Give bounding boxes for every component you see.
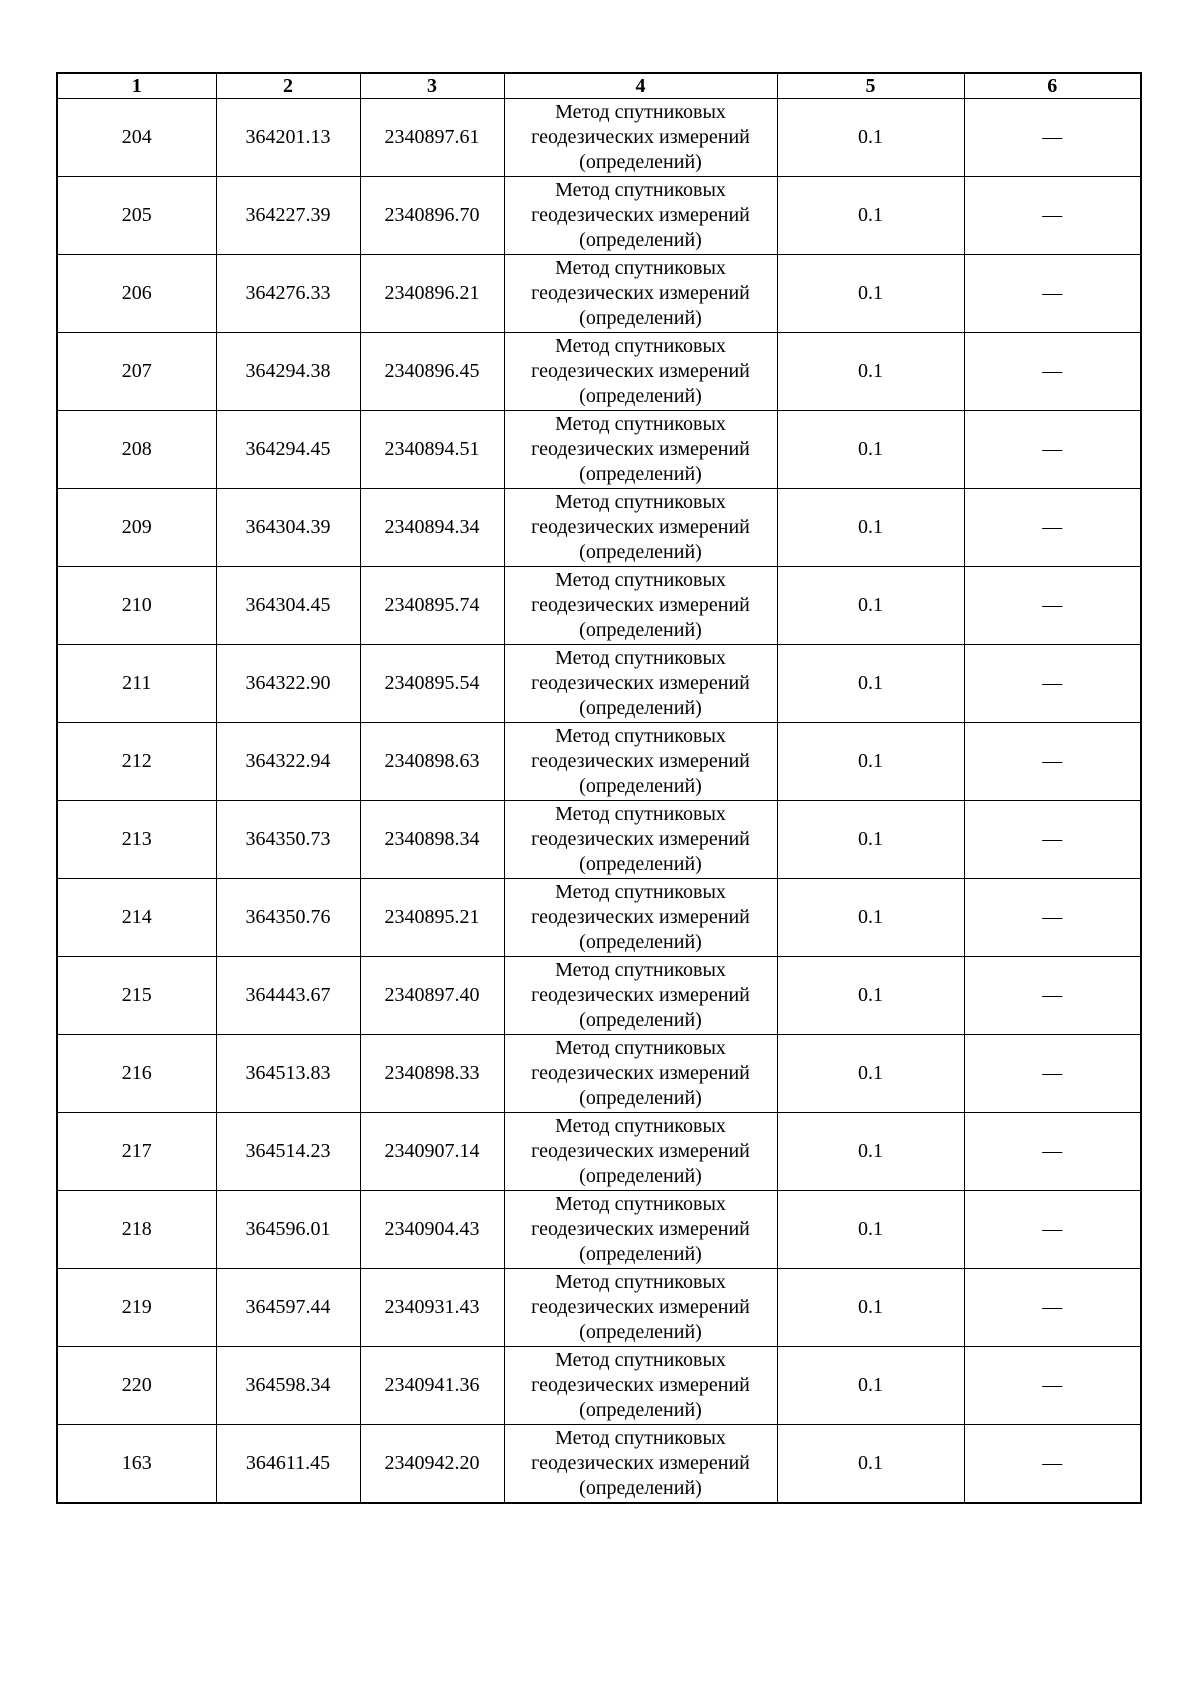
y-coordinate-cell: 2340894.51 (360, 411, 504, 489)
method-cell: Метод спутниковых геодезических измерений (определений) (504, 99, 777, 177)
description-cell: — (964, 177, 1141, 255)
description-cell: — (964, 99, 1141, 177)
accuracy-cell: 0.1 (777, 1035, 964, 1113)
method-cell: Метод спутниковых геодезических измерений (определений) (504, 1347, 777, 1425)
table-header (57, 73, 1141, 99)
x-coordinate-cell: 364597.44 (216, 1269, 360, 1347)
table-body (57, 99, 1141, 1504)
method-cell: Метод спутниковых геодезических измерений (определений) (504, 411, 777, 489)
y-coordinate-cell: 2340896.21 (360, 255, 504, 333)
point-number-cell: 212 (57, 723, 216, 801)
point-number-cell: 210 (57, 567, 216, 645)
y-coordinate-cell: 2340931.43 (360, 1269, 504, 1347)
point-number-cell: 163 (57, 1425, 216, 1504)
y-coordinate-cell: 2340896.45 (360, 333, 504, 411)
y-coordinate-cell: 2340895.21 (360, 879, 504, 957)
header-row (57, 73, 1141, 99)
table-row (57, 723, 1141, 801)
x-coordinate-cell: 364350.73 (216, 801, 360, 879)
description-cell: — (964, 879, 1141, 957)
method-cell: Метод спутниковых геодезических измерений (определений) (504, 177, 777, 255)
accuracy-cell: 0.1 (777, 723, 964, 801)
method-cell: Метод спутниковых геодезических измерений (определений) (504, 1425, 777, 1504)
method-cell: Метод спутниковых геодезических измерений (определений) (504, 255, 777, 333)
x-coordinate-cell: 364322.94 (216, 723, 360, 801)
accuracy-cell: 0.1 (777, 177, 964, 255)
x-coordinate-cell: 364304.45 (216, 567, 360, 645)
point-number-cell: 211 (57, 645, 216, 723)
coordinates-table (56, 72, 1142, 1504)
point-number-cell: 215 (57, 957, 216, 1035)
y-coordinate-cell: 2340896.70 (360, 177, 504, 255)
x-coordinate-cell: 364596.01 (216, 1191, 360, 1269)
x-coordinate-cell: 364322.90 (216, 645, 360, 723)
x-coordinate-cell: 364443.67 (216, 957, 360, 1035)
x-coordinate-cell: 364294.38 (216, 333, 360, 411)
description-cell: — (964, 489, 1141, 567)
accuracy-cell: 0.1 (777, 99, 964, 177)
accuracy-cell: 0.1 (777, 645, 964, 723)
y-coordinate-cell: 2340897.61 (360, 99, 504, 177)
description-cell: — (964, 1347, 1141, 1425)
table-row (57, 411, 1141, 489)
method-cell: Метод спутниковых геодезических измерений (определений) (504, 801, 777, 879)
table-row (57, 957, 1141, 1035)
method-cell: Метод спутниковых геодезических измерений (определений) (504, 1035, 777, 1113)
y-coordinate-cell: 2340941.36 (360, 1347, 504, 1425)
description-cell: — (964, 255, 1141, 333)
description-cell: — (964, 957, 1141, 1035)
accuracy-cell: 0.1 (777, 567, 964, 645)
point-number-cell: 206 (57, 255, 216, 333)
accuracy-cell: 0.1 (777, 1191, 964, 1269)
point-number-cell: 207 (57, 333, 216, 411)
point-number-cell: 205 (57, 177, 216, 255)
accuracy-cell: 0.1 (777, 489, 964, 567)
method-cell: Метод спутниковых геодезических измерений (определений) (504, 1269, 777, 1347)
point-number-cell: 214 (57, 879, 216, 957)
accuracy-cell: 0.1 (777, 255, 964, 333)
point-number-cell: 213 (57, 801, 216, 879)
y-coordinate-cell: 2340895.54 (360, 645, 504, 723)
accuracy-cell: 0.1 (777, 1347, 964, 1425)
y-coordinate-cell: 2340895.74 (360, 567, 504, 645)
header-cell-4: 4 (504, 73, 777, 99)
description-cell: — (964, 723, 1141, 801)
x-coordinate-cell: 364611.45 (216, 1425, 360, 1504)
description-cell: — (964, 645, 1141, 723)
table-row (57, 1269, 1141, 1347)
accuracy-cell: 0.1 (777, 879, 964, 957)
table-row (57, 567, 1141, 645)
table-row (57, 1191, 1141, 1269)
point-number-cell: 208 (57, 411, 216, 489)
header-cell-1: 1 (57, 73, 216, 99)
y-coordinate-cell: 2340904.43 (360, 1191, 504, 1269)
header-cell-2: 2 (216, 73, 360, 99)
method-cell: Метод спутниковых геодезических измерений (определений) (504, 723, 777, 801)
method-cell: Метод спутниковых геодезических измерений (определений) (504, 1191, 777, 1269)
description-cell: — (964, 1191, 1141, 1269)
y-coordinate-cell: 2340898.33 (360, 1035, 504, 1113)
x-coordinate-cell: 364513.83 (216, 1035, 360, 1113)
point-number-cell: 209 (57, 489, 216, 567)
header-cell-6: 6 (964, 73, 1141, 99)
x-coordinate-cell: 364201.13 (216, 99, 360, 177)
x-coordinate-cell: 364598.34 (216, 1347, 360, 1425)
method-cell: Метод спутниковых геодезических измерений (определений) (504, 489, 777, 567)
y-coordinate-cell: 2340898.34 (360, 801, 504, 879)
accuracy-cell: 0.1 (777, 1113, 964, 1191)
point-number-cell: 204 (57, 99, 216, 177)
description-cell: — (964, 333, 1141, 411)
x-coordinate-cell: 364227.39 (216, 177, 360, 255)
y-coordinate-cell: 2340894.34 (360, 489, 504, 567)
method-cell: Метод спутниковых геодезических измерений (определений) (504, 333, 777, 411)
description-cell: — (964, 1035, 1141, 1113)
point-number-cell: 220 (57, 1347, 216, 1425)
description-cell: — (964, 1269, 1141, 1347)
x-coordinate-cell: 364276.33 (216, 255, 360, 333)
y-coordinate-cell: 2340898.63 (360, 723, 504, 801)
table-row (57, 255, 1141, 333)
x-coordinate-cell: 364514.23 (216, 1113, 360, 1191)
header-cell-3: 3 (360, 73, 504, 99)
y-coordinate-cell: 2340907.14 (360, 1113, 504, 1191)
table-row (57, 489, 1141, 567)
header-cell-5: 5 (777, 73, 964, 99)
table-row (57, 645, 1141, 723)
table-row (57, 879, 1141, 957)
point-number-cell: 218 (57, 1191, 216, 1269)
description-cell: — (964, 411, 1141, 489)
method-cell: Метод спутниковых геодезических измерений (определений) (504, 1113, 777, 1191)
table-row (57, 1035, 1141, 1113)
x-coordinate-cell: 364294.45 (216, 411, 360, 489)
description-cell: — (964, 1425, 1141, 1504)
table-row (57, 1347, 1141, 1425)
accuracy-cell: 0.1 (777, 957, 964, 1035)
y-coordinate-cell: 2340897.40 (360, 957, 504, 1035)
table-row (57, 801, 1141, 879)
table-row (57, 99, 1141, 177)
point-number-cell: 217 (57, 1113, 216, 1191)
x-coordinate-cell: 364350.76 (216, 879, 360, 957)
method-cell: Метод спутниковых геодезических измерений (определений) (504, 567, 777, 645)
table-row (57, 333, 1141, 411)
description-cell: — (964, 1113, 1141, 1191)
description-cell: — (964, 567, 1141, 645)
x-coordinate-cell: 364304.39 (216, 489, 360, 567)
method-cell: Метод спутниковых геодезических измерений (определений) (504, 879, 777, 957)
y-coordinate-cell: 2340942.20 (360, 1425, 504, 1504)
table-row (57, 1425, 1141, 1504)
point-number-cell: 216 (57, 1035, 216, 1113)
accuracy-cell: 0.1 (777, 1425, 964, 1504)
table-row (57, 177, 1141, 255)
accuracy-cell: 0.1 (777, 801, 964, 879)
description-cell: — (964, 801, 1141, 879)
accuracy-cell: 0.1 (777, 411, 964, 489)
accuracy-cell: 0.1 (777, 333, 964, 411)
method-cell: Метод спутниковых геодезических измерений (определений) (504, 645, 777, 723)
point-number-cell: 219 (57, 1269, 216, 1347)
accuracy-cell: 0.1 (777, 1269, 964, 1347)
method-cell: Метод спутниковых геодезических измерений (определений) (504, 957, 777, 1035)
table-row (57, 1113, 1141, 1191)
